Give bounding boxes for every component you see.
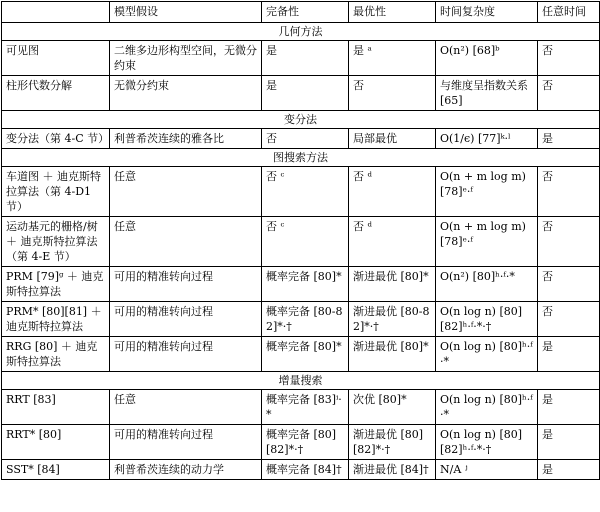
table-row (2, 425, 600, 460)
cell-method: 运动基元的栅格/树 ＋ 迪克斯特拉算法（第 4-E 节） (2, 217, 110, 267)
cell-assumption: 任意 (110, 167, 262, 217)
header-complexity: 时间复杂度 (436, 2, 538, 23)
cell-assumption: 无微分约束 (110, 76, 262, 111)
cell-completeness: 否 (262, 129, 349, 149)
cell-method: RRT [83] (2, 390, 110, 425)
cell-complexity: 与维度呈指数关系[65] (436, 76, 538, 111)
cell-completeness: 概率完备 [80-82]*·† (262, 302, 349, 337)
section-row (2, 23, 600, 41)
header-completeness: 完备性 (262, 2, 349, 23)
cell-assumption: 可用的精准转向过程 (110, 267, 262, 302)
cell-complexity: O(n log n) [80][82]ʰ·ᶠ·*·† (436, 425, 538, 460)
cell-anytime: 是 (538, 425, 600, 460)
cell-anytime: 否 (538, 167, 600, 217)
cell-anytime: 否 (538, 76, 600, 111)
cell-optimality: 局部最优 (349, 129, 436, 149)
cell-optimality: 渐进最优 [84]† (349, 460, 436, 480)
cell-method: 变分法（第 4-C 节） (2, 129, 110, 149)
cell-anytime: 是 (538, 460, 600, 480)
cell-optimality: 渐进最优 [80-82]*·† (349, 302, 436, 337)
cell-anytime: 否 (538, 41, 600, 76)
cell-completeness: 否 ᶜ (262, 217, 349, 267)
cell-complexity: O(n log n) [80][82]ʰ·ᶠ·*·† (436, 302, 538, 337)
cell-complexity: O(n²) [80]ʰ·ᶠ·* (436, 267, 538, 302)
cell-optimality: 否 ᵈ (349, 217, 436, 267)
cell-anytime: 是 (538, 337, 600, 372)
cell-anytime: 是 (538, 390, 600, 425)
table-row (2, 217, 600, 267)
header-row (2, 2, 600, 23)
cell-completeness: 否 ᶜ (262, 167, 349, 217)
cell-method: SST* [84] (2, 460, 110, 480)
cell-optimality: 否 (349, 76, 436, 111)
cell-assumption: 可用的精准转向过程 (110, 337, 262, 372)
table-row (2, 460, 600, 480)
cell-optimality: 渐进最优 [80][82]*·† (349, 425, 436, 460)
table-row (2, 302, 600, 337)
table-row (2, 267, 600, 302)
cell-assumption: 任意 (110, 390, 262, 425)
cell-method: PRM* [80][81] ＋ 迪克斯特拉算法 (2, 302, 110, 337)
cell-assumption: 任意 (110, 217, 262, 267)
cell-complexity: O(n log n) [80]ʰ·ᶠ·* (436, 390, 538, 425)
cell-optimality: 次优 [80]* (349, 390, 436, 425)
section-row (2, 372, 600, 390)
header-method (2, 2, 110, 23)
cell-optimality: 否 ᵈ (349, 167, 436, 217)
cell-assumption: 可用的精准转向过程 (110, 302, 262, 337)
section-title: 图搜索方法 (2, 149, 600, 167)
cell-method: 柱形代数分解 (2, 76, 110, 111)
cell-anytime: 否 (538, 217, 600, 267)
cell-complexity: O(1/ϵ) [77]ᵏ·ˡ (436, 129, 538, 149)
comparison-table (1, 1, 600, 480)
cell-anytime: 否 (538, 302, 600, 337)
section-title: 增量搜索 (2, 372, 600, 390)
cell-complexity: O(n²) [68]ᵇ (436, 41, 538, 76)
cell-completeness: 概率完备 [80]* (262, 337, 349, 372)
header-optimality: 最优性 (349, 2, 436, 23)
cell-assumption: 利普希茨连续的动力学 (110, 460, 262, 480)
cell-assumption: 利普希茨连续的雅各比 (110, 129, 262, 149)
cell-complexity: O(n + m log m) [78]ᵉ·ᶠ (436, 167, 538, 217)
cell-method: PRM [79]ᵍ ＋ 迪克斯特拉算法 (2, 267, 110, 302)
section-row (2, 149, 600, 167)
cell-optimality: 渐进最优 [80]* (349, 267, 436, 302)
cell-optimality: 渐进最优 [80]* (349, 337, 436, 372)
section-title: 变分法 (2, 111, 600, 129)
cell-method: RRG [80] ＋ 迪克斯特拉算法 (2, 337, 110, 372)
cell-completeness: 概率完备 [83]ⁱ·* (262, 390, 349, 425)
header-anytime: 任意时间 (538, 2, 600, 23)
table-row (2, 390, 600, 425)
cell-assumption: 可用的精准转向过程 (110, 425, 262, 460)
table-row (2, 76, 600, 111)
table-row (2, 337, 600, 372)
cell-assumption: 二维多边形构型空间，无微分约束 (110, 41, 262, 76)
cell-completeness: 是 (262, 76, 349, 111)
section-title: 几何方法 (2, 23, 600, 41)
header-assumption: 模型假设 (110, 2, 262, 23)
table-row (2, 41, 600, 76)
cell-complexity: O(n log n) [80]ʰ·ᶠ·* (436, 337, 538, 372)
section-row (2, 111, 600, 129)
cell-completeness: 是 (262, 41, 349, 76)
cell-completeness: 概率完备 [84]† (262, 460, 349, 480)
cell-method: 可见图 (2, 41, 110, 76)
table-row (2, 167, 600, 217)
cell-optimality: 是 ᵃ (349, 41, 436, 76)
cell-complexity: N/A ʲ (436, 460, 538, 480)
cell-method: RRT* [80] (2, 425, 110, 460)
table-row (2, 129, 600, 149)
cell-complexity: O(n + m log m) [78]ᵉ·ᶠ (436, 217, 538, 267)
cell-anytime: 是 (538, 129, 600, 149)
cell-anytime: 否 (538, 267, 600, 302)
cell-completeness: 概率完备 [80]* (262, 267, 349, 302)
cell-completeness: 概率完备 [80][82]*·† (262, 425, 349, 460)
cell-method: 车道图 ＋ 迪克斯特拉算法（第 4-D1 节） (2, 167, 110, 217)
